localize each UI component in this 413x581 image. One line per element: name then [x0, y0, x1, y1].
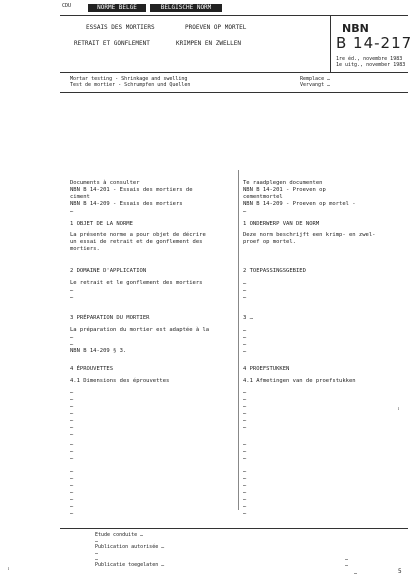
- title-nl-2: KRIMPEN EN ZWELLEN: [176, 40, 242, 47]
- section-41-title-nl: 4.1 Afmetingen van de proefstukken: [243, 378, 356, 384]
- section-3-title-nl: 3 …: [243, 315, 253, 321]
- section-1-text-nl: Deze norm beschrijft een krimp- en zwel- proef op mortel.: [243, 232, 376, 245]
- norm-number: B 14-217: [336, 34, 413, 52]
- section-4-title-nl: 4 PROEFSTUKKEN: [243, 366, 290, 372]
- cdu-label: CDU: [62, 3, 72, 9]
- footer-right: … …: [345, 556, 349, 568]
- section-1-text-fr: La présente norme a pour objet de décrire un essai de retrait et de gonflement des mortiers.: [70, 232, 206, 252]
- page-number: 5: [398, 568, 402, 575]
- section-41c-text-nl: … … … … … … …: [243, 468, 247, 516]
- section-41-title-fr: 4.1 Dimensions des éprouvettes: [70, 378, 170, 384]
- section-2-text-fr: Le retrait et le gonflement des mortiers … …: [70, 280, 203, 300]
- section-41b-text-nl: … … …: [243, 441, 247, 461]
- title-nl-1: PROEVEN OP MORTEL: [185, 24, 247, 31]
- section-41c-text-fr: … … … … … … …: [70, 468, 74, 516]
- subtitle-left: Mortar testing - Shrinkage and swelling Test de mortier - Schrumpfen und Quellen: [70, 76, 191, 88]
- subtitle-right: Remplace … Vervangt …: [300, 76, 331, 88]
- section-3-text-nl: … … … …: [243, 327, 247, 354]
- section-3-title-fr: 3 PRÉPARATION DU MORTIER: [70, 315, 150, 321]
- section-3-text-fr: La préparation du mortier est adaptée à la … … NBN B 14-209 § 3.: [70, 327, 210, 354]
- title-fr-1: ESSAIS DES MORTIERS: [86, 24, 155, 31]
- page-label: …: [354, 570, 358, 576]
- nbn-brand: NBN: [342, 22, 369, 35]
- section-2-title-nl: 2 TOEPASSINGSGEBIED: [243, 268, 306, 274]
- section-2-text-nl: … … …: [243, 280, 247, 300]
- section-4-title-fr: 4 ÉPROUVETTES: [70, 366, 114, 372]
- docs-ref-nl: Te raadplegen documenten NBN B 14-201 - Proeven op cementmortel NBN B 14-209 - Proeven op mortel - …: [243, 180, 356, 214]
- docs-ref-fr: Documents à consulter NBN B 14-201 - Essais des mortiers de ciment NBN B 14-209 - Essais des mortiers …: [70, 180, 193, 214]
- banner-left: NORME BELGE: [88, 4, 146, 12]
- title-fr-2: RETRAIT ET GONFLEMENT: [74, 40, 150, 47]
- left-margin-text: …: [6, 567, 11, 570]
- banner-right: BELGISCHE NORM: [150, 4, 222, 12]
- edition-info: 1re éd., novembre 1983 1e uitg., november 1983: [336, 56, 406, 68]
- section-41-text-fr: … … … … … … …: [70, 389, 74, 437]
- section-41b-text-fr: … … …: [70, 441, 74, 461]
- section-1-title-nl: 1 ONDERWERP VAN DE NORM: [243, 221, 320, 227]
- section-1-title-fr: 1 OBJET DE LA NORME: [70, 221, 133, 227]
- footer-text: Etude conduite … … Publication autorisée … … … Publicatie toegelaten …: [95, 532, 165, 568]
- right-margin-text: …: [396, 407, 401, 410]
- section-2-title-fr: 2 DOMAINE D'APPLICATION: [70, 268, 147, 274]
- section-41-text-nl: … … … … … …: [243, 389, 247, 430]
